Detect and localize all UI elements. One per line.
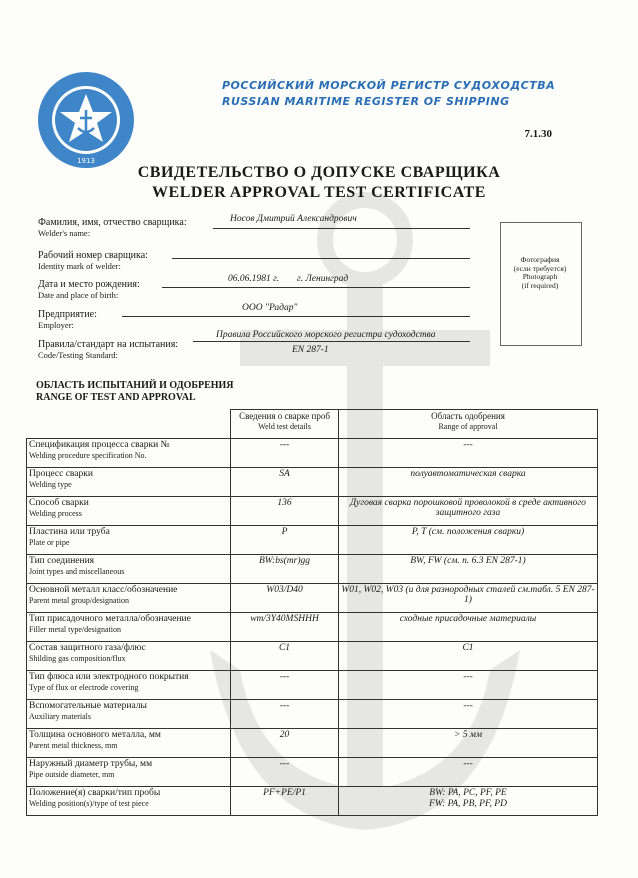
range-value: --- [339, 439, 598, 468]
row-label: Пластина или труба Plate or pipe [27, 526, 231, 555]
range-value: > 5 мм [339, 729, 598, 758]
range-value: BW, FW (см. п. 6.3 EN 287-1) [339, 555, 598, 584]
name-label: Фамилия, имя, отчество сварщика: Welder's name: [38, 217, 187, 238]
name-value: Носов Дмитрий Александрович [230, 214, 357, 224]
row-label: Тип флюса или электродного покрытия Type of flux or electrode covering [27, 671, 231, 700]
weld-test-value: --- [231, 671, 339, 700]
register-name [222, 78, 555, 110]
birth-date: 06.06.1981 г. [228, 274, 280, 284]
weld-test-value: BW:bs(mr)gg [231, 555, 339, 584]
row-label: Способ сварки Welding process [27, 497, 231, 526]
section-title: ОБЛАСТЬ ИСПЫТАНИЙ И ОДОБРЕНИЯ RANGE OF TEST AND APPROVAL [36, 380, 234, 403]
weld-test-value: C1 [231, 642, 339, 671]
weld-test-value: P [231, 526, 339, 555]
weld-test-value: 136 [231, 497, 339, 526]
register-seal-logo [36, 70, 136, 170]
range-value: BW: PA, PC, PF, PE FW: PA, PB, PF, PD [339, 787, 598, 816]
standard-value: Правила Российского морского регистра судоходства [216, 330, 436, 340]
row-label: Спецификация процесса сварки № Welding procedure specification No. [27, 439, 231, 468]
weld-test-value: wm/3Y40MSHHH [231, 613, 339, 642]
row-label: Тип соединения Joint types and miscellaneous [27, 555, 231, 584]
row-label: Положение(я) сварки/тип пробы Welding position(s)/type of test piece [27, 787, 231, 816]
birth-line [162, 287, 470, 288]
header-weld-test: Сведения о сварке проб Weld test details [231, 410, 339, 439]
range-value: --- [339, 758, 598, 787]
table-row [27, 787, 598, 816]
table-row [27, 584, 598, 613]
id-mark-line [172, 258, 470, 259]
range-value: C1 [339, 642, 598, 671]
range-value: P, T (см. положения сварки) [339, 526, 598, 555]
table-header-row [27, 410, 598, 439]
table-row [27, 671, 598, 700]
standard-line [193, 341, 470, 342]
table-row [27, 497, 598, 526]
name-line [213, 228, 470, 229]
row-label: Вспомогательные материалы Auxiliary materials [27, 700, 231, 729]
form-code: 7.1.30 [524, 128, 552, 140]
weld-test-value: --- [231, 700, 339, 729]
range-value: сходные присадочные материалы [339, 613, 598, 642]
register-name-ru: РОССИЙСКИЙ МОРСКОЙ РЕГИСТР СУДОХОДСТВА [222, 79, 556, 92]
weld-test-value: SA [231, 468, 339, 497]
employer-label: Предприятие: Employer: [38, 309, 97, 330]
table-row [27, 555, 598, 584]
photo-caption: Фотография (если требуется) Photograph (if required) [513, 255, 567, 290]
birth-label: Дата и место рождения: Date and place of birth: [38, 279, 140, 300]
row-label: Тип присадочного металла/обозначение Filler metal type/designation [27, 613, 231, 642]
table-row [27, 729, 598, 758]
table-row [27, 468, 598, 497]
employer-value: ООО "Радар" [242, 303, 298, 313]
row-label: Основной металл класс/обозначение Parent metal group/designation [27, 584, 231, 613]
range-value: W01, W02, W03 (и для разнородных сталей см.табл. 5 EN 287-1) [339, 584, 598, 613]
table-row [27, 526, 598, 555]
table-row [27, 758, 598, 787]
weld-test-value: --- [231, 439, 339, 468]
range-value: полуавтоматическая сварка [339, 468, 598, 497]
approval-table [26, 409, 598, 816]
row-label: Толщина основного металла, мм Parent metal thickness, mm [27, 729, 231, 758]
weld-test-value: W03/D40 [231, 584, 339, 613]
employer-line [122, 316, 470, 317]
standard-value-2: EN 287-1 [292, 345, 329, 355]
standard-label: Правила/стандарт на испытания: Code/Testing Standard: [38, 339, 179, 360]
title-en: WELDER APPROVAL TEST CERTIFICATE [152, 184, 486, 201]
table-row [27, 613, 598, 642]
table-row [27, 700, 598, 729]
range-value: --- [339, 671, 598, 700]
row-label: Состав защитного газа/флюс Shilding gas composition/flux [27, 642, 231, 671]
weld-test-value: 20 [231, 729, 339, 758]
header-range: Область одобрения Range of approval [339, 410, 598, 439]
range-value: --- [339, 700, 598, 729]
table-row [27, 439, 598, 468]
certificate-title [0, 163, 638, 203]
id-mark-label: Рабочий номер сварщика: Identity mark of welder: [38, 250, 148, 271]
range-value: Дуговая сварка порошковой проволокой в среде активного защитного газа [339, 497, 598, 526]
table-row [27, 642, 598, 671]
weld-test-value: --- [231, 758, 339, 787]
seal-year: 1913 [77, 157, 95, 165]
register-name-en: RUSSIAN MARITIME REGISTER OF SHIPPING [222, 95, 510, 108]
row-label: Процесс сварки Welding type [27, 468, 231, 497]
weld-test-value: PF+PE/P1 [231, 787, 339, 816]
birth-place: г. Ленинград [297, 274, 349, 284]
title-ru: СВИДЕТЕЛЬСТВО О ДОПУСКЕ СВАРЩИКА [137, 164, 501, 181]
row-label: Наружный диаметр трубы, мм Pipe outside diameter, mm [27, 758, 231, 787]
